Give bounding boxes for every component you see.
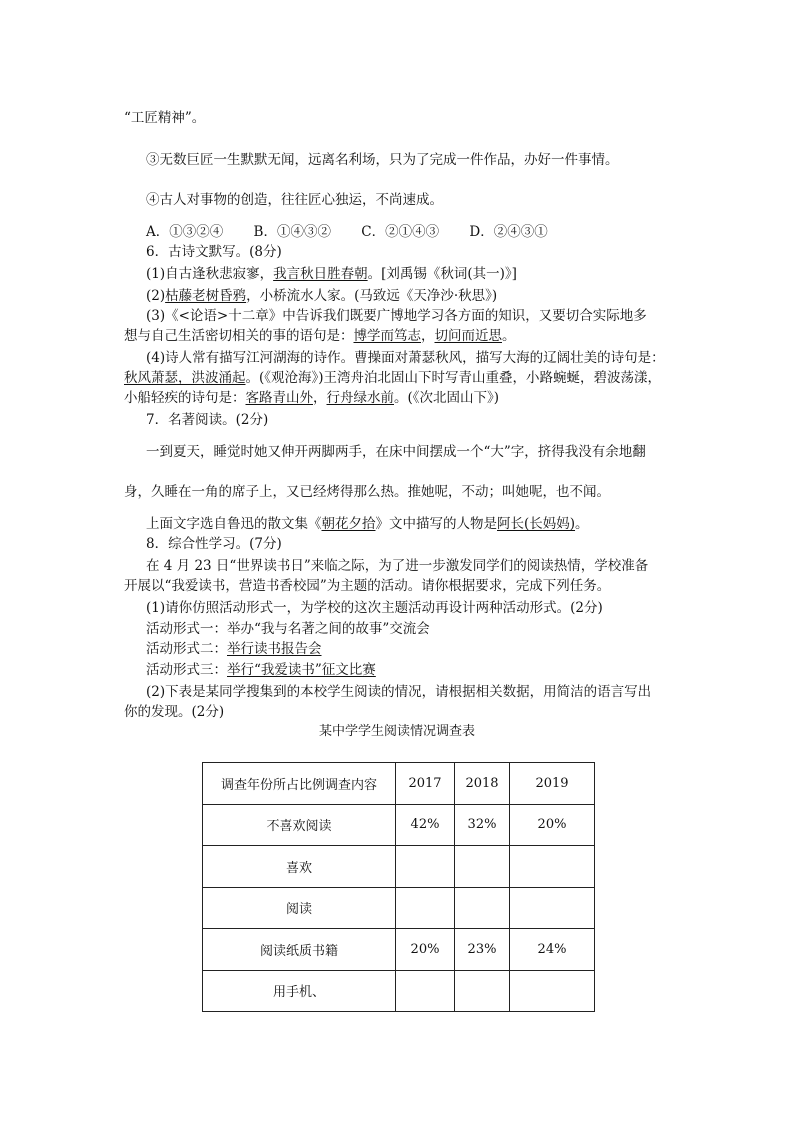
q6-answer-1: 我言秋日胜春朝 xyxy=(273,266,368,282)
sentence-4: ④古人对事物的创造，往往匠心独运，不尚速成。 xyxy=(146,192,443,208)
q8-form-2-answer: 举行读书报告会 xyxy=(227,641,322,657)
table-cell xyxy=(510,887,595,929)
table-cell: 喜欢 xyxy=(203,846,396,888)
q8-sub2-line2: 你的发现。(2分) xyxy=(124,704,225,720)
q6-item-3-line1: (3)《<论语>十二章》中告诉我们既要广博地学习各方面的知识，又要切合实际地多 xyxy=(146,308,647,324)
q6-answer-4b: 客路青山外 xyxy=(245,390,313,406)
q6-answer-3b: 切问而近思 xyxy=(434,328,502,344)
q8-form-3-answer: 举行“我爱读书”征文比赛 xyxy=(227,662,376,678)
q6-answer-3a: 博学而笃志 xyxy=(353,328,421,344)
table-cell: 用手机、 xyxy=(203,970,396,1012)
q8-sub1: (1)请你仿照活动形式一，为学校的这次主题活动再设计两种活动形式。(2分) xyxy=(146,600,603,616)
sentence-3: ③无数巨匠一生默默无闻，远离名利场，只为了完成一件作品，办好一件事情。 xyxy=(146,152,619,168)
table-cell: 20% xyxy=(396,929,455,971)
table-cell xyxy=(510,846,595,888)
q8-form-1: 活动形式一：举办“我与名著之间的故事”交流会 xyxy=(146,621,430,637)
table-header-cell: 2018 xyxy=(455,763,510,805)
q8-form-2: 活动形式二：举行读书报告会 xyxy=(146,641,322,657)
q6-item-4-line1: (4)诗人常有描写江河湖海的诗作。曹操面对萧瑟秋风，描写大海的辽阔壮美的诗句是： xyxy=(146,350,665,366)
table-row xyxy=(203,804,595,846)
q6-item-3-line2: 想与自己生活密切相关的事的语句是：博学而笃志，切问而近思。 xyxy=(124,328,516,344)
q6-item-4-line2: 秋风萧瑟，洪波涌起。(《观沧海》)王湾舟泊北固山下时写青山重叠，小路蜿蜒，碧波荡漾， xyxy=(124,370,662,386)
q8-intro-line1: 在 4 月 23 日“世界读书日”来临之际，为了进一步激发同学们的阅读热情，学校准备 xyxy=(146,558,649,574)
q6-item-4-line3: 小船轻疾的诗句是：客路青山外，行舟绿水前。(《次北固山下》) xyxy=(124,390,500,406)
table-row xyxy=(203,846,595,888)
table-row xyxy=(203,970,595,1012)
table-cell: 20% xyxy=(510,804,595,846)
table-cell: 23% xyxy=(455,929,510,971)
table-header-cell: 2019 xyxy=(510,763,595,805)
q6-heading: 6．古诗文默写。(8分) xyxy=(146,244,282,260)
table-cell xyxy=(455,887,510,929)
table-cell xyxy=(396,846,455,888)
q7-heading: 7．名著阅读。(2分) xyxy=(146,412,269,428)
table-cell xyxy=(510,970,595,1012)
option-b: B．①④③② xyxy=(253,224,331,240)
q8-form-3: 活动形式三：举行“我爱读书”征文比赛 xyxy=(146,662,376,678)
continued-text: “工匠精神”。 xyxy=(124,110,206,126)
table-cell xyxy=(396,970,455,1012)
option-c: C．②①④③ xyxy=(361,224,440,240)
table-cell xyxy=(396,887,455,929)
table-header-cell: 2017 xyxy=(396,763,455,805)
q6-item-2: (2)枯藤老树昏鸦，小桥流水人家。(马致远《天净沙·秋思》) xyxy=(146,288,498,304)
q8-intro-line2: 开展以“我爱读书，营造书香校园”为主题的活动。请你根据要求，完成下列任务。 xyxy=(124,578,611,594)
q6-item-1: (1)自古逢秋悲寂寥，我言秋日胜春朝。[刘禹锡《秋词(其一)》] xyxy=(146,266,517,282)
table-row xyxy=(203,887,595,929)
answer-options xyxy=(146,222,574,242)
q6-answer-4a: 秋风萧瑟，洪波涌起 xyxy=(124,370,246,386)
q6-answer-2: 枯藤老树昏鸦 xyxy=(165,288,247,304)
table-row xyxy=(203,929,595,971)
table-cell: 32% xyxy=(455,804,510,846)
q6-answer-4c: 行舟绿水前 xyxy=(326,390,394,406)
table-cell: 阅读 xyxy=(203,887,396,929)
q7-answer: 上面文字选自鲁迅的散文集《朝花夕拾》文中描写的人物是阿长(长妈妈)。 xyxy=(146,516,589,532)
q7-quote-line2: 身，久睡在一角的席子上，又已经烤得那么热。推她呢，不动；叫她呢，也不闻。 xyxy=(124,484,610,500)
table-cell: 42% xyxy=(396,804,455,846)
survey-table xyxy=(202,762,595,1012)
table-header-cell: 调查年份所占比例调查内容 xyxy=(203,763,396,805)
table-caption: 某中学学生阅读情况调查表 xyxy=(318,724,475,739)
option-d: D．②④③① xyxy=(469,224,548,240)
table-cell: 阅读纸质书籍 xyxy=(203,929,396,971)
q8-sub2-line1: (2)下表是某同学搜集到的本校学生阅读的情况，请根据相关数据，用简洁的语言写出 xyxy=(146,684,652,700)
table-header-row xyxy=(203,763,595,805)
table-cell: 24% xyxy=(510,929,595,971)
q7-answer-book: 朝花夕拾 xyxy=(321,516,376,532)
table-cell xyxy=(455,846,510,888)
option-a: A．①③②④ xyxy=(146,224,224,240)
table-cell xyxy=(455,970,510,1012)
table-cell: 不喜欢阅读 xyxy=(203,804,396,846)
q7-quote-line1: 一到夏天，睡觉时她又伸开两脚两手，在床中间摆成一个“大”字，挤得我没有余地翻 xyxy=(146,444,646,460)
q7-answer-person: 阿长(长妈妈) xyxy=(497,516,576,532)
q8-heading: 8．综合性学习。(7分) xyxy=(146,536,282,552)
